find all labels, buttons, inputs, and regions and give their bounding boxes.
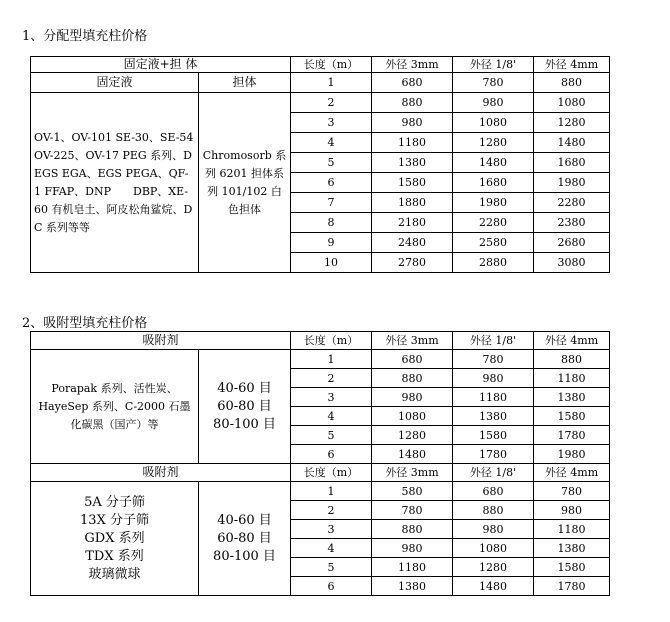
cell-length: 5 bbox=[291, 558, 372, 577]
column-header-od-1-8: 外径 1/8' bbox=[453, 332, 534, 350]
group-header: 固定液+担 体 bbox=[31, 57, 291, 73]
molecular-sieve-list bbox=[31, 482, 199, 596]
cell-price: 1680 bbox=[534, 153, 610, 173]
cell-price: 980 bbox=[453, 369, 534, 388]
cell-price: 1680 bbox=[453, 173, 534, 193]
cell-length: 7 bbox=[291, 193, 372, 213]
cell-price: 980 bbox=[372, 388, 453, 407]
cell-length: 6 bbox=[291, 445, 372, 464]
cell-price: 1380 bbox=[372, 153, 453, 173]
subheader-support: 担体 bbox=[199, 73, 291, 93]
adsorbent-item: TDX 系列 bbox=[85, 548, 144, 564]
adsorbent-item: 13X 分子筛 bbox=[80, 512, 149, 528]
adsorbent-item: GDX 系列 bbox=[84, 530, 145, 546]
cell-price: 880 bbox=[453, 501, 534, 520]
cell-price: 980 bbox=[453, 520, 534, 539]
cell-price: 1180 bbox=[453, 388, 534, 407]
section2-heading: 2、吸附型填充柱价格 bbox=[22, 316, 148, 331]
cell-price: 2380 bbox=[534, 213, 610, 233]
cell-price: 1380 bbox=[453, 407, 534, 426]
cell-price: 3080 bbox=[534, 253, 610, 273]
adsorbent-header: 吸附剂 bbox=[31, 464, 291, 482]
cell-length: 4 bbox=[291, 539, 372, 558]
cell-length: 5 bbox=[291, 426, 372, 445]
cell-price: 1080 bbox=[372, 407, 453, 426]
cell-price: 1580 bbox=[534, 407, 610, 426]
cell-price: 980 bbox=[372, 539, 453, 558]
cell-length: 9 bbox=[291, 233, 372, 253]
column-header-od-4mm: 外径 4mm bbox=[534, 464, 610, 482]
partition-column-price-table bbox=[30, 56, 610, 273]
column-header-od-1-8: 外径 1/8' bbox=[453, 464, 534, 482]
cell-price: 1180 bbox=[372, 133, 453, 153]
column-header-od-4mm: 外径 4mm bbox=[534, 332, 610, 350]
cell-price: 2780 bbox=[372, 253, 453, 273]
cell-price: 780 bbox=[534, 482, 610, 501]
cell-price: 580 bbox=[372, 482, 453, 501]
mesh-size: 40-60 目 bbox=[217, 512, 272, 528]
mesh-sizes bbox=[199, 350, 291, 464]
cell-price: 1280 bbox=[534, 113, 610, 133]
cell-price: 1880 bbox=[372, 193, 453, 213]
cell-price: 1480 bbox=[453, 577, 534, 596]
column-header-od-1-8: 外径 1/8' bbox=[453, 57, 534, 73]
mesh-sizes bbox=[199, 482, 291, 596]
column-header-od-3mm: 外径 3mm bbox=[372, 464, 453, 482]
cell-price: 780 bbox=[372, 501, 453, 520]
cell-price: 1980 bbox=[534, 173, 610, 193]
cell-price: 1780 bbox=[534, 577, 610, 596]
cell-price: 1180 bbox=[534, 369, 610, 388]
cell-length: 1 bbox=[291, 73, 372, 93]
cell-price: 1380 bbox=[534, 539, 610, 558]
mesh-size: 40-60 目 bbox=[217, 380, 272, 396]
cell-price: 880 bbox=[534, 350, 610, 369]
cell-length: 3 bbox=[291, 388, 372, 407]
subheader-stationary-phase: 固定液 bbox=[31, 73, 199, 93]
cell-price: 1280 bbox=[453, 558, 534, 577]
cell-price: 880 bbox=[372, 520, 453, 539]
cell-price: 680 bbox=[453, 482, 534, 501]
cell-price: 1480 bbox=[453, 153, 534, 173]
cell-price: 880 bbox=[372, 369, 453, 388]
section1-heading: 1、分配型填充柱价格 bbox=[22, 29, 148, 44]
cell-price: 780 bbox=[453, 350, 534, 369]
cell-length: 3 bbox=[291, 520, 372, 539]
cell-length: 8 bbox=[291, 213, 372, 233]
mesh-size: 80-100 目 bbox=[213, 416, 276, 432]
cell-price: 680 bbox=[372, 350, 453, 369]
cell-price: 1180 bbox=[534, 520, 610, 539]
cell-price: 2880 bbox=[453, 253, 534, 273]
cell-price: 2180 bbox=[372, 213, 453, 233]
cell-price: 1280 bbox=[453, 133, 534, 153]
column-header-od-4mm: 外径 4mm bbox=[534, 57, 610, 73]
cell-price: 1480 bbox=[372, 445, 453, 464]
cell-length: 1 bbox=[291, 482, 372, 501]
cell-price: 1580 bbox=[372, 173, 453, 193]
cell-price: 1080 bbox=[453, 539, 534, 558]
cell-price: 1780 bbox=[453, 445, 534, 464]
cell-price: 1580 bbox=[453, 426, 534, 445]
cell-price: 1980 bbox=[534, 445, 610, 464]
cell-length: 2 bbox=[291, 93, 372, 113]
column-header-od-3mm: 外径 3mm bbox=[372, 332, 453, 350]
cell-price: 1980 bbox=[453, 193, 534, 213]
mesh-size: 60-80 目 bbox=[217, 530, 272, 546]
cell-price: 1380 bbox=[534, 388, 610, 407]
cell-price: 2480 bbox=[372, 233, 453, 253]
cell-price: 680 bbox=[372, 73, 453, 93]
cell-price: 2280 bbox=[453, 213, 534, 233]
cell-length: 2 bbox=[291, 369, 372, 388]
mesh-size: 60-80 目 bbox=[217, 398, 272, 414]
column-header-length: 长度（m） bbox=[291, 332, 372, 350]
cell-price: 980 bbox=[453, 93, 534, 113]
cell-length: 10 bbox=[291, 253, 372, 273]
cell-price: 2680 bbox=[534, 233, 610, 253]
cell-price: 1780 bbox=[534, 426, 610, 445]
cell-length: 4 bbox=[291, 133, 372, 153]
cell-price: 1080 bbox=[534, 93, 610, 113]
adsorbent-header: 吸附剂 bbox=[31, 332, 291, 350]
adsorbent-item: 玻璃微球 bbox=[88, 566, 141, 582]
cell-price: 1080 bbox=[453, 113, 534, 133]
stationary-phase-list: OV-1、OV-101 SE-30、SE-54 OV-225、OV-17 PEG 系列、DEGS EGA、EGS PEGA、QF-1 FFAP、DNP DBP、XE-60 有机皂土、阿皮松角鲨烷、DC 系列等等 bbox=[31, 93, 199, 273]
cell-price: 1480 bbox=[534, 133, 610, 153]
cell-length: 2 bbox=[291, 501, 372, 520]
adsorption-column-price-table bbox=[30, 331, 610, 596]
cell-price: 980 bbox=[372, 113, 453, 133]
cell-price: 1180 bbox=[372, 558, 453, 577]
mesh-size: 80-100 目 bbox=[213, 548, 276, 564]
cell-length: 1 bbox=[291, 350, 372, 369]
cell-length: 6 bbox=[291, 577, 372, 596]
cell-price: 2580 bbox=[453, 233, 534, 253]
cell-price: 980 bbox=[534, 501, 610, 520]
cell-price: 1280 bbox=[372, 426, 453, 445]
column-header-length: 长度（m） bbox=[291, 57, 372, 73]
cell-price: 880 bbox=[534, 73, 610, 93]
adsorbent-list: Porapak 系列、活性炭、HayeSep 系列、C-2000 石墨化碳黑（国产）等 bbox=[31, 350, 199, 464]
adsorbent-item: 5A 分子筛 bbox=[84, 494, 145, 510]
cell-price: 2280 bbox=[534, 193, 610, 213]
cell-length: 6 bbox=[291, 173, 372, 193]
column-header-od-3mm: 外径 3mm bbox=[372, 57, 453, 73]
cell-length: 5 bbox=[291, 153, 372, 173]
cell-price: 1380 bbox=[372, 577, 453, 596]
support-list: Chromosorb 系列 6201 担体系列 101/102 白色担体 bbox=[199, 93, 291, 273]
cell-length: 4 bbox=[291, 407, 372, 426]
cell-price: 880 bbox=[372, 93, 453, 113]
cell-length: 3 bbox=[291, 113, 372, 133]
cell-price: 1580 bbox=[534, 558, 610, 577]
column-header-length: 长度（m） bbox=[291, 464, 372, 482]
cell-price: 780 bbox=[453, 73, 534, 93]
